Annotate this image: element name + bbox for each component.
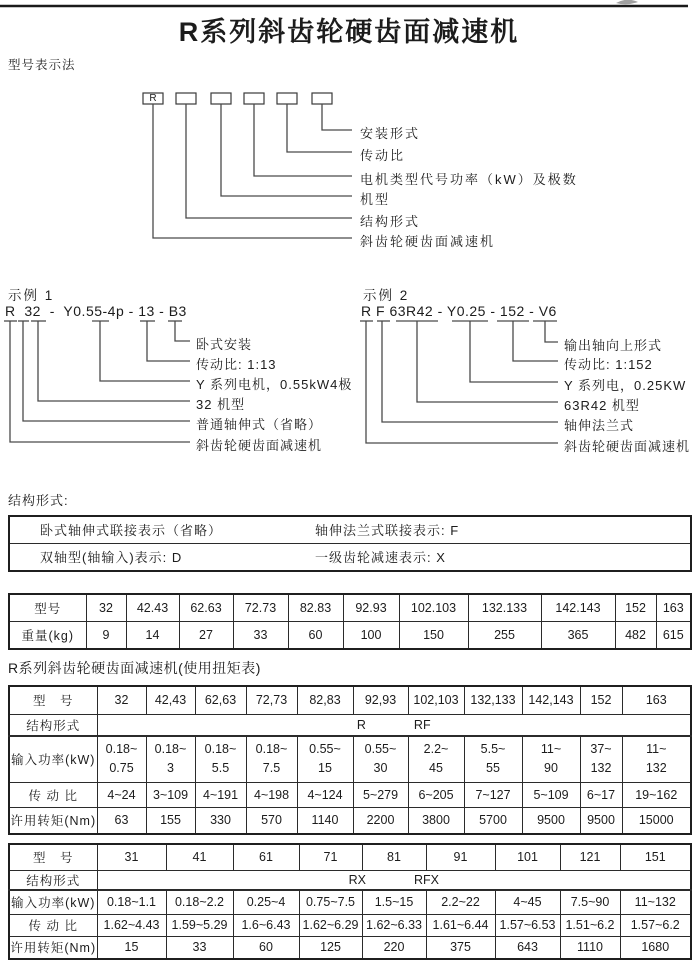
row-label-cell: 许用转矩(Nm): [9, 936, 97, 959]
table-cell: 82,83: [297, 686, 353, 714]
table-cell: 60: [288, 621, 343, 649]
table-cell: 125: [299, 936, 362, 959]
table-cell: 100: [343, 621, 399, 649]
table-row: [9, 516, 691, 543]
table-cell: 1.62~6.33: [362, 914, 426, 936]
table-cell: 1.57~6.53: [495, 914, 560, 936]
example1-label-mounting: 卧式安装: [196, 337, 253, 352]
example2-label-ratio: 传动比: 1:152: [564, 357, 653, 372]
row-label-cell: 传 动 比: [9, 782, 97, 807]
table-cell: 0.18~ 3: [146, 736, 195, 782]
table-row: [9, 714, 691, 736]
table-row: [9, 936, 691, 959]
example2-label-motor: Y 系列电，0.25KW: [564, 378, 687, 393]
table-cell: 1.51~6.2: [560, 914, 620, 936]
table-cell: 1.62~4.43: [97, 914, 166, 936]
table-cell: 31: [97, 844, 166, 870]
model-notation-label: 型号表示法: [8, 58, 76, 72]
table-cell: 1.57~6.2: [620, 914, 691, 936]
table-row: [9, 686, 691, 714]
table-cell: 一级齿轮减速表示: X: [313, 543, 691, 571]
table-cell: 2200: [353, 807, 408, 834]
structure-section-label: 结构形式:: [8, 493, 69, 508]
row-label-cell: 结构形式: [9, 714, 97, 736]
table-row: [9, 807, 691, 834]
table-cell: 0.55~ 30: [353, 736, 408, 782]
example1-label-motor: Y 系列电机，0.55kW4极: [196, 377, 353, 392]
table-cell: 19~162: [622, 782, 691, 807]
table-cell: 2.2~22: [426, 890, 495, 914]
table-cell: 轴伸法兰式联接表示: F: [313, 516, 691, 543]
row-label-cell: 型号: [9, 594, 86, 621]
table-cell: 1.5~15: [362, 890, 426, 914]
table-cell: 163: [622, 686, 691, 714]
table-cell: 152: [615, 594, 656, 621]
row-label-cell: 输入功率(kW): [9, 736, 97, 782]
structure-value: RF: [413, 717, 431, 732]
table-cell: 0.75~7.5: [299, 890, 362, 914]
table-cell: 5~109: [522, 782, 580, 807]
table-cell: 33: [166, 936, 233, 959]
table-cell: 41: [166, 844, 233, 870]
torque-table-r: [8, 685, 692, 835]
diagram-label-structure: 结构形式: [360, 214, 421, 229]
table-cell: 0.25~4: [233, 890, 299, 914]
table-cell: 132,133: [464, 686, 522, 714]
table-cell: 71: [299, 844, 362, 870]
table-cell: 7~127: [464, 782, 522, 807]
torque-table-rx: [8, 843, 692, 960]
example2-code: R F 63R42 - Y0.25 - 152 - V6: [361, 303, 557, 319]
table-cell: 72.73: [233, 594, 288, 621]
table-cell: 482: [615, 621, 656, 649]
table-row: [9, 543, 691, 571]
row-label-cell: 输入功率(kW): [9, 890, 97, 914]
page-title: R系列斜齿轮硬齿面减速机: [178, 17, 520, 47]
row-label-cell: 传 动 比: [9, 914, 97, 936]
table-cell: 142.143: [541, 594, 615, 621]
row-label-cell: 许用转矩(Nm): [9, 807, 97, 834]
table-cell: 155: [146, 807, 195, 834]
table-cell: 4~191: [195, 782, 246, 807]
table-cell: 6~205: [408, 782, 464, 807]
table-cell: 365: [541, 621, 615, 649]
table-cell: 62,63: [195, 686, 246, 714]
diagram-connectors: [153, 104, 352, 238]
table-cell: 1140: [297, 807, 353, 834]
table-cell: 9: [86, 621, 126, 649]
table-cell: 37~ 132: [580, 736, 622, 782]
example1-connectors: [4, 321, 190, 442]
table-cell: 330: [195, 807, 246, 834]
table-cell: 5~279: [353, 782, 408, 807]
table-row: [9, 890, 691, 914]
diagram-label-motor: 电机类型代号功率（kW）及极数: [360, 172, 578, 187]
table-cell: 92,93: [353, 686, 408, 714]
table-cell: 0.55~ 15: [297, 736, 353, 782]
table-cell: 91: [426, 844, 495, 870]
table-cell: 9500: [580, 807, 622, 834]
table-cell: 1110: [560, 936, 620, 959]
row-label-cell: 重量(kg): [9, 621, 86, 649]
row-label-cell: 结构形式: [9, 870, 97, 890]
table-cell: 15: [97, 936, 166, 959]
table-cell: 27: [179, 621, 233, 649]
table-cell: 151: [620, 844, 691, 870]
table-cell: 11~132: [620, 890, 691, 914]
table-cell: 4~124: [297, 782, 353, 807]
table-cell: 7.5~90: [560, 890, 620, 914]
table-cell: 0.18~2.2: [166, 890, 233, 914]
table-cell: 570: [246, 807, 297, 834]
example1-heading: 示例 1: [8, 288, 55, 303]
table-cell: 1.59~5.29: [166, 914, 233, 936]
table-cell: 2.2~ 45: [408, 736, 464, 782]
table-row: [9, 782, 691, 807]
table-cell: 163: [656, 594, 691, 621]
table-cell: 33: [233, 621, 288, 649]
torque-table-title: R系列斜齿轮硬齿面减速机(使用扭矩表): [8, 660, 261, 676]
diagram-label-ratio: 传动比: [360, 148, 406, 163]
example2-label-frame: 63R42 机型: [564, 398, 640, 413]
table-cell: 0.18~ 5.5: [195, 736, 246, 782]
table-cell: 42,43: [146, 686, 195, 714]
table-cell: 101: [495, 844, 560, 870]
table-cell: 61: [233, 844, 299, 870]
table-cell: 121: [560, 844, 620, 870]
table-cell: 152: [580, 686, 622, 714]
diagram-label-frame: 机型: [360, 192, 391, 207]
table-cell: 62.63: [179, 594, 233, 621]
table-row: [9, 621, 691, 649]
table-cell: 102,103: [408, 686, 464, 714]
table-cell: 92.93: [343, 594, 399, 621]
table-row: [9, 914, 691, 936]
example2-label-structure: 轴伸法兰式: [564, 418, 635, 433]
table-row: [9, 844, 691, 870]
table-cell: 142,143: [522, 686, 580, 714]
structure-value: RX: [348, 872, 366, 887]
example1-label-ratio: 传动比: 1:13: [196, 357, 277, 372]
table-cell: 4~45: [495, 890, 560, 914]
row-label-cell: 型 号: [9, 686, 97, 714]
diagram-label-mounting: 安装形式: [360, 126, 421, 141]
table-row: [9, 870, 691, 890]
example1-label-frame: 32 机型: [196, 397, 246, 412]
structure-values-cell: [97, 714, 691, 736]
table-cell: 32: [86, 594, 126, 621]
table-cell: 3~109: [146, 782, 195, 807]
example1-label-reducer: 斜齿轮硬齿面减速机: [196, 438, 323, 453]
row-label-cell: 型 号: [9, 844, 97, 870]
table-cell: 1.62~6.29: [299, 914, 362, 936]
table-cell: 5.5~ 55: [464, 736, 522, 782]
table-cell: 375: [426, 936, 495, 959]
table-cell: 1680: [620, 936, 691, 959]
table-cell: 1.6~6.43: [233, 914, 299, 936]
table-cell: 150: [399, 621, 468, 649]
model-code-box-r-label: R: [149, 93, 157, 104]
table-cell: 32: [97, 686, 146, 714]
table-row: [9, 594, 691, 621]
table-cell: 11~ 90: [522, 736, 580, 782]
table-cell: 1.61~6.44: [426, 914, 495, 936]
example1-code: R 32 - Y0.55-4p - 13 - B3: [5, 303, 187, 319]
table-cell: 5700: [464, 807, 522, 834]
diagram-label-reducer: 斜齿轮硬齿面减速机: [360, 234, 496, 249]
table-cell: 0.18~ 7.5: [246, 736, 297, 782]
table-cell: 102.103: [399, 594, 468, 621]
table-cell: 643: [495, 936, 560, 959]
structure-form-table: [8, 515, 692, 572]
weight-table: [8, 593, 692, 650]
table-cell: 14: [126, 621, 179, 649]
table-cell: 63: [97, 807, 146, 834]
table-cell: 0.18~ 0.75: [97, 736, 146, 782]
table-cell: 卧式轴伸式联接表示（省略）: [9, 516, 313, 543]
example2-label-output-shaft: 输出轴向上形式: [564, 338, 663, 353]
structure-values-cell: [97, 870, 691, 890]
table-cell: 4~24: [97, 782, 146, 807]
table-cell: 11~ 132: [622, 736, 691, 782]
table-cell: 81: [362, 844, 426, 870]
table-row: [9, 736, 691, 782]
table-cell: 双轴型(轴输入)表示: D: [9, 543, 313, 571]
table-cell: 15000: [622, 807, 691, 834]
example2-connectors: [360, 321, 558, 443]
example2-heading: 示例 2: [363, 288, 410, 303]
table-cell: 0.18~1.1: [97, 890, 166, 914]
table-cell: 3800: [408, 807, 464, 834]
structure-value: R: [356, 717, 366, 732]
table-cell: 220: [362, 936, 426, 959]
table-cell: 42.43: [126, 594, 179, 621]
table-cell: 6~17: [580, 782, 622, 807]
example1-label-structure: 普通轴伸式（省略）: [196, 417, 323, 432]
table-cell: 82.83: [288, 594, 343, 621]
table-cell: 132.133: [468, 594, 541, 621]
table-cell: 255: [468, 621, 541, 649]
structure-value: RFX: [413, 872, 439, 887]
table-cell: 615: [656, 621, 691, 649]
example2-label-reducer: 斜齿轮硬齿面减速机: [564, 439, 691, 454]
scan-artifact: [616, 0, 638, 4]
table-cell: 4~198: [246, 782, 297, 807]
table-cell: 9500: [522, 807, 580, 834]
table-cell: 72,73: [246, 686, 297, 714]
model-code-boxes: [143, 93, 332, 104]
table-cell: 60: [233, 936, 299, 959]
